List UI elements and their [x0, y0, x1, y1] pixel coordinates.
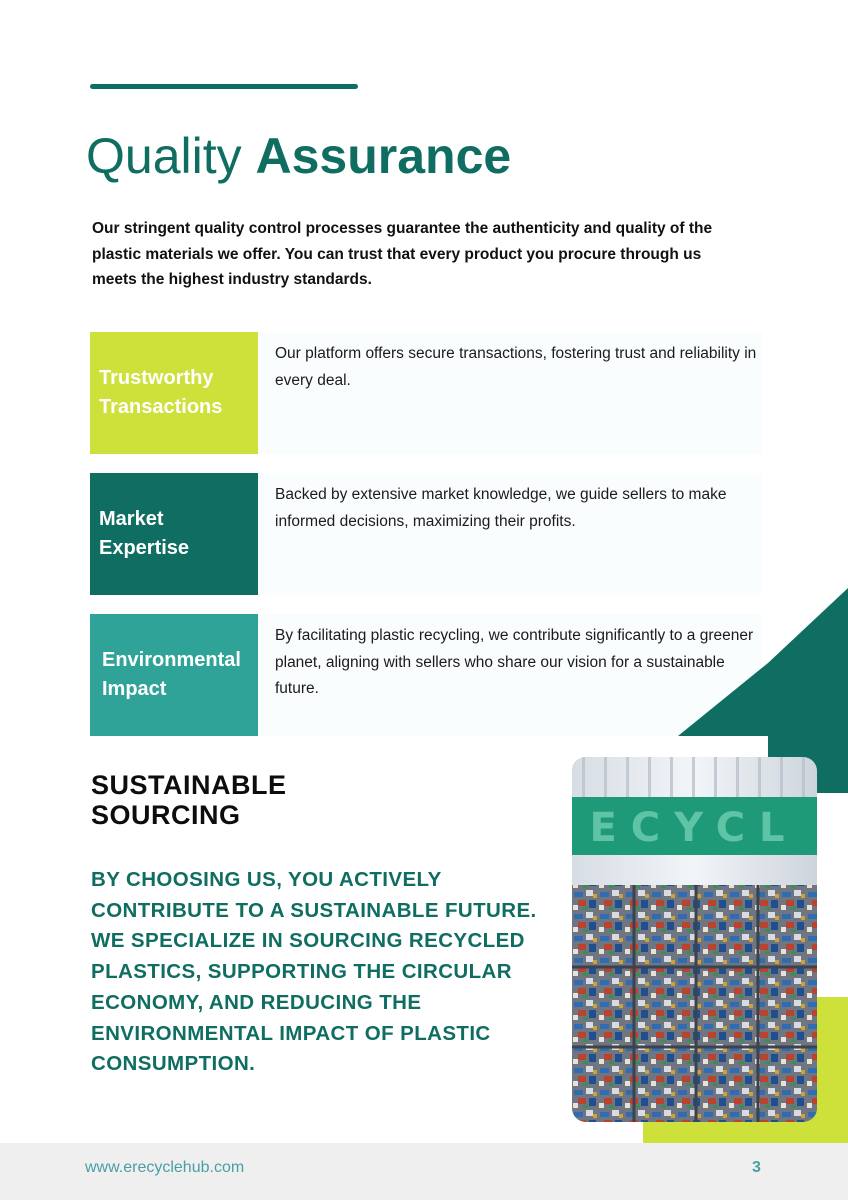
- heading-line: SUSTAINABLE: [91, 770, 287, 800]
- feature-label: [102, 614, 262, 736]
- feature-environmental-impact: [90, 614, 762, 736]
- feature-description-box: [258, 332, 762, 454]
- feature-market-expertise: [90, 473, 762, 595]
- sourcing-callout: BY CHOOSING US, YOU ACTIVELY CONTRIBUTE TO A SUSTAINABLE FUTURE. WE SPECIALIZE IN SOURCING RECYCLED PLASTICS, SUPPORTING THE CIRCULAR ECONOMY, AND REDUCING THE ENVIRONMENTAL IMPACT OF PLASTIC CONSUMPTION.: [91, 868, 537, 1076]
- feature-label: [99, 473, 259, 595]
- feature-label-box: [90, 473, 258, 595]
- feature-label: [99, 332, 259, 454]
- title-bold-part: Assurance: [255, 128, 512, 184]
- title-light-part: Quality: [86, 128, 256, 184]
- page-title: [86, 124, 511, 188]
- feature-label-box: [90, 614, 258, 736]
- footer-website-link[interactable]: www.erecyclehub.com: [85, 1159, 245, 1176]
- photo-illustration: [572, 757, 817, 1122]
- page-footer: [0, 1143, 848, 1200]
- top-accent-rule: [90, 84, 358, 89]
- feature-label-line: Expertise: [99, 537, 190, 559]
- photo-banner-text: ECYCL: [589, 805, 799, 851]
- feature-description: By facilitating plastic recycling, we contribute significantly to a greener planet, aligning with sellers who share our vision for a sustainable future.: [275, 627, 754, 697]
- sustainable-sourcing-heading: [91, 770, 287, 830]
- feature-label-box: [90, 332, 258, 454]
- feature-label-line: Environmental: [102, 649, 241, 671]
- feature-description-box: [258, 473, 762, 595]
- heading-line: SOURCING: [91, 800, 241, 830]
- recycled-plastic-bales-photo: [572, 757, 817, 1122]
- feature-description: Our platform offers secure transactions, fostering trust and reliability in every deal.: [275, 345, 757, 389]
- intro-paragraph: Our stringent quality control processes guarantee the authenticity and quality of the plastic materials we offer. You can trust that every product you procure through us meets the highest industry standards.: [92, 220, 713, 288]
- feature-trustworthy-transactions: [90, 332, 762, 454]
- feature-label-line: Transactions: [99, 396, 223, 418]
- feature-description: Backed by extensive market knowledge, we guide sellers to make informed decisions, maximizing their profits.: [275, 486, 727, 530]
- feature-label-line: Market: [99, 508, 164, 530]
- feature-label-line: Impact: [102, 678, 167, 700]
- page-number: 3: [752, 1159, 761, 1176]
- feature-label-line: Trustworthy: [99, 367, 214, 389]
